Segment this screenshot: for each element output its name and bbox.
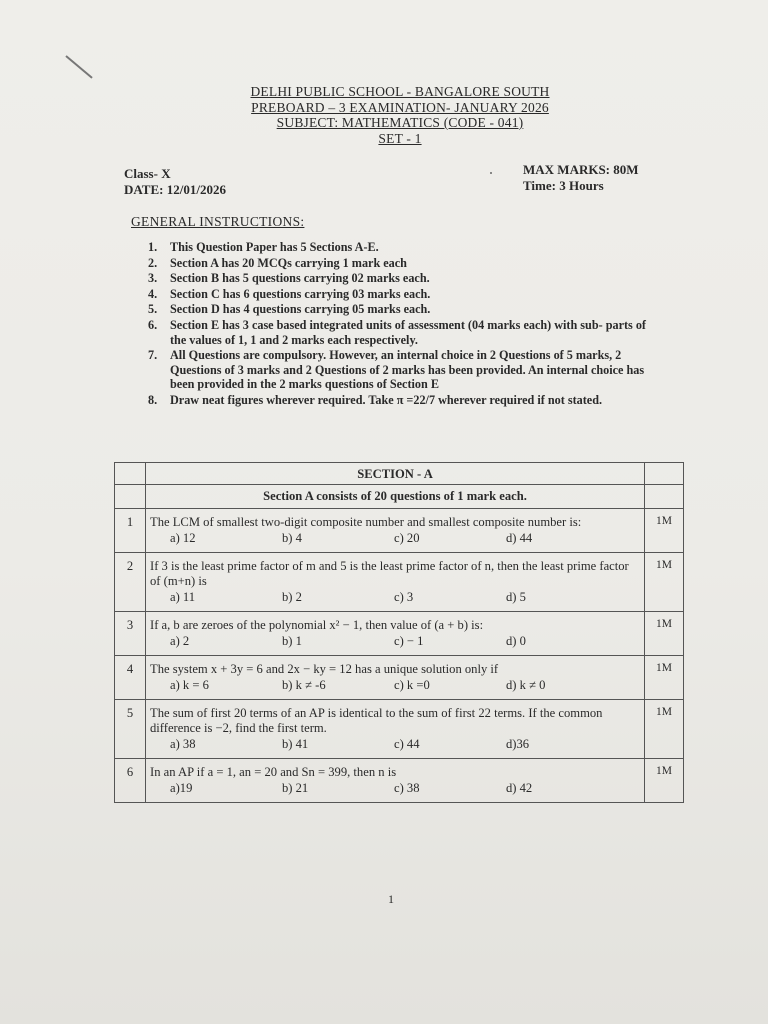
- question-marks: 1M: [645, 656, 684, 700]
- question-number: 2: [115, 553, 146, 612]
- date-label: DATE: 12/01/2026: [124, 182, 226, 197]
- question-text: The sum of first 20 terms of an AP is identical to the sum of first 22 terms. If the common difference is −2, find the first term.: [150, 706, 603, 735]
- instruction-number: 2.: [148, 255, 158, 270]
- question-row: [115, 700, 684, 759]
- instructions-list: [148, 240, 648, 409]
- question-cell: [146, 509, 645, 553]
- instruction-text: Section D has 4 questions carrying 05 marks each.: [170, 302, 431, 317]
- question-cell: [146, 759, 645, 803]
- options-row: [170, 737, 640, 752]
- option-b: b) 41: [282, 737, 309, 751]
- instruction-number: 4.: [148, 286, 158, 301]
- option-b: b) 4: [282, 531, 302, 545]
- option-d: d) 42: [506, 781, 533, 795]
- option-c: c) 44: [394, 737, 420, 751]
- options-row: [170, 678, 640, 693]
- instruction-item: [148, 348, 648, 392]
- exam-header: [0, 84, 768, 146]
- question-row: [115, 759, 684, 803]
- instruction-item: [148, 318, 648, 347]
- question-text: The LCM of smallest two-digit composite number and smallest composite number is:: [150, 515, 582, 529]
- instruction-text: This Question Paper has 5 Sections A-E.: [170, 240, 379, 254]
- options-row: [170, 590, 640, 605]
- exam-name: PREBOARD – 3 EXAMINATION- JANUARY 2026: [251, 99, 549, 115]
- question-marks: 1M: [645, 509, 684, 553]
- instruction-item: [148, 302, 648, 317]
- option-d: d)36: [506, 737, 530, 751]
- instruction-number: 3.: [148, 271, 158, 286]
- section-title-row: [115, 463, 684, 485]
- question-row: [115, 612, 684, 656]
- options-row: [170, 634, 640, 649]
- options-row: [170, 781, 640, 796]
- question-number: 6: [115, 759, 146, 803]
- instruction-text: Section C has 6 questions carrying 03 marks each.: [170, 286, 431, 301]
- instruction-number: 6.: [148, 317, 158, 332]
- blank-cell: [645, 485, 684, 509]
- option-c: c) k =0: [394, 678, 430, 692]
- questions-table: [114, 462, 684, 803]
- question-number: 5: [115, 700, 146, 759]
- option-d: d) k ≠ 0: [506, 678, 546, 692]
- option-b: b) 1: [282, 634, 302, 648]
- question-text: The system x + 3y = 6 and 2x − ky = 12 has a unique solution only if: [150, 662, 499, 676]
- option-a: a) 2: [170, 634, 190, 648]
- question-text: If a, b are zeroes of the polynomial x² − 1, then value of (a + b) is:: [150, 618, 484, 632]
- instruction-item: [148, 271, 648, 286]
- section-title: SECTION - A: [146, 463, 645, 485]
- option-d: d) 0: [506, 634, 526, 648]
- option-c: c) 3: [394, 590, 414, 604]
- option-b: b) k ≠ -6: [282, 678, 326, 692]
- section-subtitle: Section A consists of 20 questions of 1 mark each.: [146, 485, 645, 509]
- meta-right: [523, 162, 639, 194]
- option-a: a) 11: [170, 590, 196, 604]
- question-row: [115, 656, 684, 700]
- option-b: b) 2: [282, 590, 302, 604]
- blank-cell: [115, 485, 146, 509]
- option-d: d) 44: [506, 531, 533, 545]
- instructions-title: GENERAL INSTRUCTIONS:: [131, 214, 305, 229]
- blank-cell: [645, 463, 684, 485]
- instruction-text: Section E has 3 case based integrated units of assessment (04 marks each) with sub- parts of the values of 1, 1 and 2 marks each respectively.: [170, 317, 646, 347]
- option-d: d) 5: [506, 590, 526, 604]
- options-row: [170, 531, 640, 546]
- instruction-item: [148, 240, 648, 255]
- question-number: 4: [115, 656, 146, 700]
- question-marks: 1M: [645, 553, 684, 612]
- ink-dot: [490, 172, 492, 174]
- question-number: 3: [115, 612, 146, 656]
- subject-line: SUBJECT: MATHEMATICS (CODE - 041): [276, 115, 524, 130]
- instruction-text: Section B has 5 questions carrying 02 marks each.: [170, 271, 430, 286]
- option-a: a) 38: [170, 737, 196, 751]
- school-name: DELHI PUBLIC SCHOOL - BANGALORE SOUTH: [250, 84, 550, 99]
- page-number: 1: [388, 892, 394, 906]
- class-label: Class- X: [124, 166, 171, 181]
- question-row: [115, 509, 684, 553]
- meta-left: [124, 166, 226, 198]
- instruction-item: [148, 256, 648, 271]
- pen-mark: [65, 55, 92, 78]
- option-a: a) 12: [170, 531, 196, 545]
- option-c: c) 20: [394, 531, 420, 545]
- instruction-number: 7.: [148, 348, 158, 363]
- option-a: a)19: [170, 781, 193, 795]
- section-subtitle-row: [115, 485, 684, 509]
- question-text: In an AP if a = 1, an = 20 and Sn = 399, then n is: [150, 765, 397, 779]
- option-a: a) k = 6: [170, 678, 209, 692]
- max-marks-label: MAX MARKS: 80M: [523, 162, 639, 177]
- instruction-number: 8.: [148, 392, 158, 407]
- blank-cell: [115, 463, 146, 485]
- question-cell: [146, 700, 645, 759]
- question-text: If 3 is the least prime factor of m and 5 is the least prime factor of n, then the least prime factor of (m+n) is: [150, 559, 629, 588]
- instruction-text: Section A has 20 MCQs carrying 1 mark each: [170, 255, 407, 270]
- question-row: [115, 553, 684, 612]
- instruction-item: [148, 393, 648, 408]
- question-number: 1: [115, 509, 146, 553]
- instruction-number: 1.: [148, 240, 158, 254]
- question-cell: [146, 656, 645, 700]
- question-marks: 1M: [645, 759, 684, 803]
- question-marks: 1M: [645, 612, 684, 656]
- option-b: b) 21: [282, 781, 309, 795]
- instruction-text: Draw neat figures wherever required. Take π =22/7 wherever required if not stated.: [170, 392, 603, 407]
- question-cell: [146, 612, 645, 656]
- instruction-item: [148, 287, 648, 302]
- option-c: c) − 1: [394, 634, 424, 648]
- question-marks: 1M: [645, 700, 684, 759]
- instruction-number: 5.: [148, 302, 158, 317]
- option-c: c) 38: [394, 781, 420, 795]
- set-label: SET - 1: [378, 130, 422, 146]
- time-label: Time: 3 Hours: [523, 178, 604, 193]
- question-cell: [146, 553, 645, 612]
- instruction-text: All Questions are compulsory. However, an internal choice in 2 Questions of 5 marks, 2 Questions of 3 marks and 2 Questions of 2 marks has been provided. An internal choice has been provided in the 2 marks questions of Section E: [170, 348, 645, 392]
